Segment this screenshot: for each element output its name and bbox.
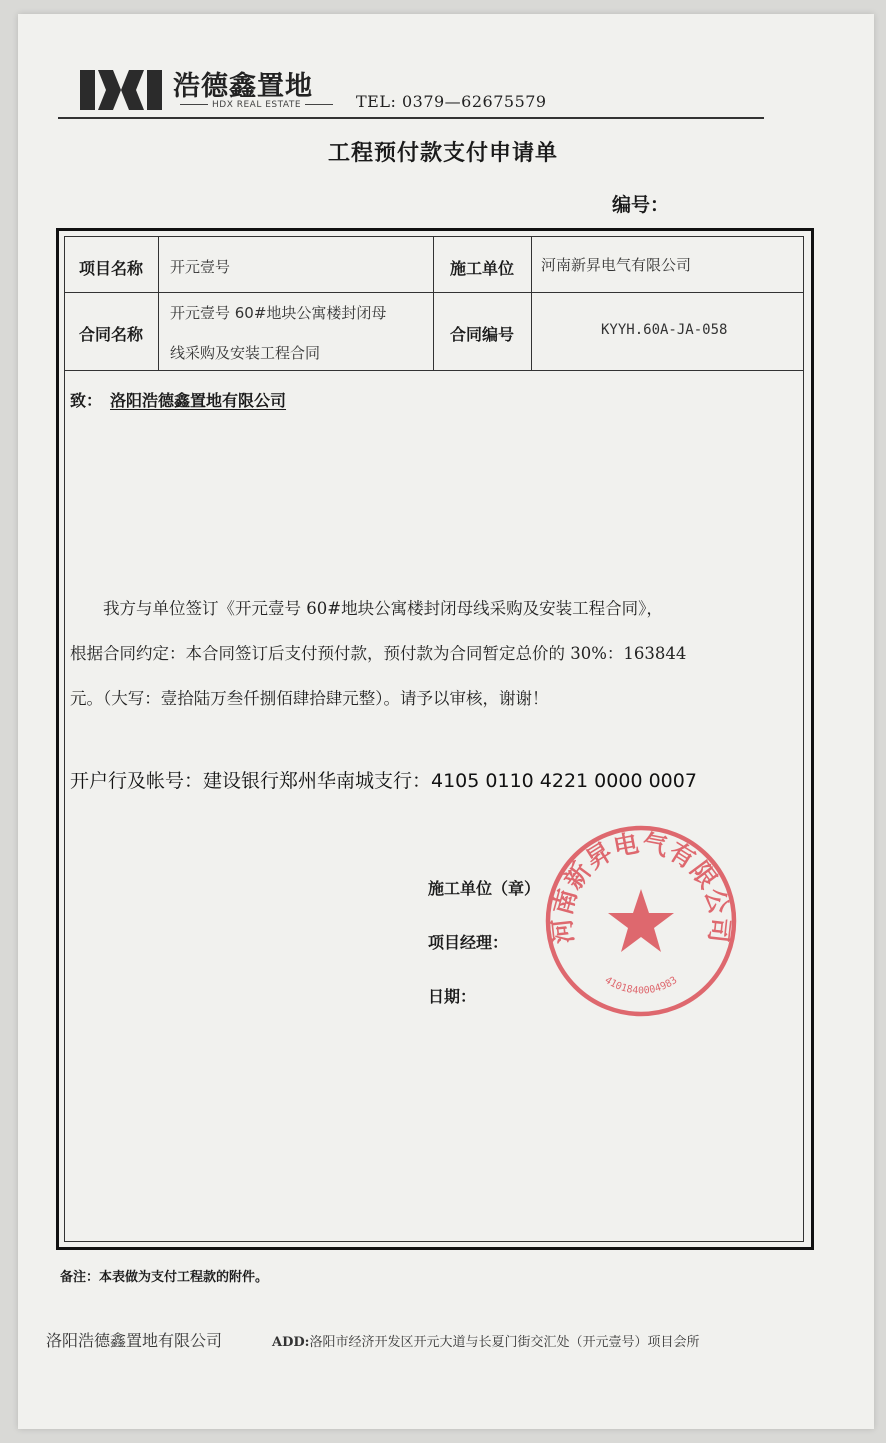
addressee-name: 洛阳浩德鑫置地有限公司 — [110, 391, 287, 410]
project-name-label: 项目名称 — [78, 259, 143, 278]
addressee-label: 致： — [70, 391, 103, 410]
brand-name: 浩德鑫置地 — [173, 71, 313, 102]
address-label: ADD: — [272, 1335, 310, 1350]
form-inner-border — [64, 236, 804, 1242]
footer-address — [272, 1331, 699, 1350]
body-line: 我方与单位签订《开元壹号 60#地块公寓楼封闭母线采购及安装工程合同》， — [70, 599, 663, 618]
project-name-value: 开元壹号 — [170, 258, 231, 276]
bank-account: 开户行及帐号：建设银行郑州华南城支行：4105 0110 4221 0000 0007 — [70, 770, 697, 792]
contractor-value: 河南新昇电气有限公司 — [541, 256, 692, 274]
contractor-label: 施工单位 — [449, 259, 514, 278]
project-manager-label: 项目经理： — [428, 933, 509, 952]
addressee-line — [70, 388, 286, 411]
brand-subtitle: HDX REAL ESTATE — [176, 100, 337, 110]
contract-name-line2: 线采购及安装工程合同 — [170, 344, 321, 362]
contractor-seal-label: 施工单位（章） — [428, 879, 541, 898]
request-body — [70, 586, 802, 721]
body-line: 根据合同约定：本合同签订后支付预付款，预付款为合同暂定总价的 30%：163844 — [70, 644, 687, 663]
table-divider — [64, 370, 804, 371]
remark-note: 备注：本表做为支付工程款的附件。 — [60, 1270, 269, 1285]
header-divider — [58, 117, 764, 119]
table-divider — [531, 236, 532, 370]
telephone: TEL: 0379—62675579 — [356, 92, 547, 111]
company-logo-icon — [80, 68, 162, 112]
contract-name-label: 合同名称 — [78, 325, 143, 344]
contract-no-value: KYYH.60A-JA-058 — [601, 322, 728, 338]
document-title: 工程预付款支付申请单 — [327, 141, 558, 166]
company-seal-icon — [542, 822, 740, 1020]
body-line: 元。（大写：壹拾陆万叁仟捌佰肆拾肆元整）。请予以审核，谢谢！ — [70, 689, 549, 708]
address-value: 洛阳市经济开发区开元大道与长夏门街交汇处（开元壹号）项目会所 — [309, 1335, 700, 1350]
table-divider — [158, 236, 159, 370]
table-divider — [64, 292, 804, 293]
contract-no-label: 合同编号 — [449, 325, 514, 344]
contract-name-line1: 开元壹号 60#地块公寓楼封闭母 — [170, 304, 387, 322]
date-label: 日期： — [428, 987, 477, 1006]
svg-text:4101840004983: 4101840004983 — [602, 974, 680, 997]
footer-company: 洛阳浩德鑫置地有限公司 — [46, 1331, 223, 1350]
serial-number-label: 编号： — [612, 194, 670, 216]
svg-text:河南新昇电气有限公司: 河南新昇电气有限公司 — [547, 828, 735, 946]
